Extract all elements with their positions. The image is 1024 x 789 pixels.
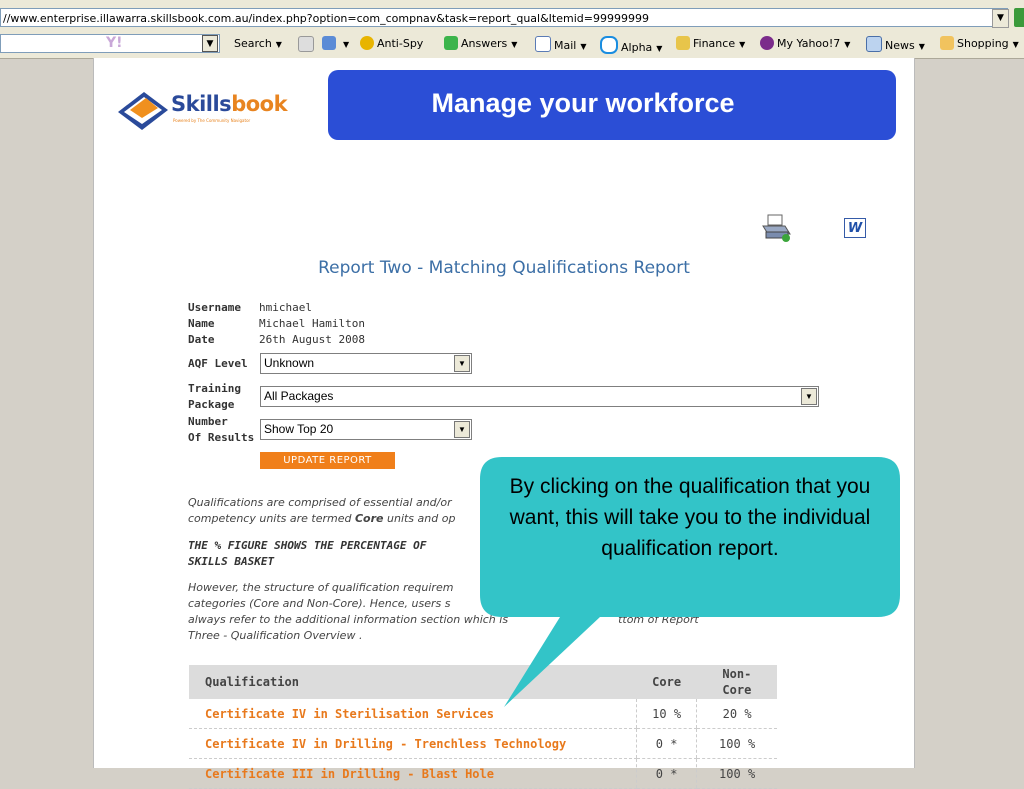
address-dropdown-icon[interactable]: ▼ xyxy=(992,9,1009,28)
username-value: hmichael xyxy=(259,301,312,314)
yahoo-logo-icon: Y! xyxy=(106,35,123,51)
logo-subtitle: Powered by The Community Navigator xyxy=(173,118,251,123)
mail-button[interactable]: Mail ▼ xyxy=(535,36,587,52)
answers-button[interactable]: Answers ▼ xyxy=(444,36,517,52)
qualification-link[interactable]: Certificate IV in Sterilisation Services xyxy=(189,699,637,729)
window-icon[interactable]: ▼ xyxy=(322,36,349,52)
yahoo-search-dropdown-icon[interactable]: ▼ xyxy=(202,35,218,52)
banner-title: Manage your workforce xyxy=(431,88,735,118)
yahoo-search-input[interactable] xyxy=(0,34,220,53)
shopping-icon xyxy=(940,36,954,50)
address-input[interactable]: //www.enterprise.illawarra.skillsbook.com.au/index.php?option=com_compnav&task=report_qual&Itemid=99999999 xyxy=(0,8,1008,27)
name-label: Name xyxy=(188,317,215,330)
finance-icon xyxy=(676,36,690,50)
yahoo-toolbar xyxy=(0,30,1024,59)
antispy-button[interactable]: Anti-Spy xyxy=(360,36,423,52)
qualification-link[interactable]: Certificate III in Drilling - Blast Hole xyxy=(189,759,637,789)
qualification-column-header: Qualification xyxy=(189,665,637,699)
training-package-label-2: Package xyxy=(188,398,235,411)
chevron-down-icon[interactable]: ▼ xyxy=(454,421,470,438)
training-package-select[interactable]: All Packages ▼ xyxy=(260,386,819,407)
news-icon xyxy=(866,36,882,52)
core-column-header: Core xyxy=(637,665,697,699)
logo-text-accent: book xyxy=(231,92,288,116)
name-value: Michael Hamilton xyxy=(259,317,365,330)
address-bar xyxy=(0,0,1024,31)
number-of-results-label-1: Number xyxy=(188,415,228,428)
callout-text: By clicking on the qualification that you want, this will take you to the individual qualification report. xyxy=(509,475,871,560)
percentage-note: THE % FIGURE SHOWS THE PERCENTAGE OF SKILLS BASKET xyxy=(188,539,427,568)
number-of-results-label-2: Of Results xyxy=(188,431,255,444)
aqf-level-label: AQF Level xyxy=(188,357,248,370)
qualifications-info-paragraph: Qualifications are comprised of essential and/or competency units are termed Core units and op xyxy=(188,496,456,525)
core-percent: 0 * xyxy=(637,759,697,789)
news-button[interactable]: News ▼ xyxy=(866,36,925,52)
date-value: 26th August 2008 xyxy=(259,333,365,346)
book-logo-icon xyxy=(116,84,171,134)
core-percent: 10 % xyxy=(637,699,697,729)
myyahoo-button[interactable]: My Yahoo!7 ▼ xyxy=(760,36,850,52)
chevron-down-icon[interactable]: ▼ xyxy=(454,355,470,372)
noncore-column-header: Non- Core xyxy=(697,665,777,699)
table-row[interactable] xyxy=(189,759,777,789)
chevron-down-icon[interactable]: ▼ xyxy=(801,388,817,405)
search-label: Search xyxy=(234,37,272,50)
mail-icon xyxy=(535,36,551,52)
date-label: Date xyxy=(188,333,215,346)
alpha-icon xyxy=(600,36,618,54)
answers-icon xyxy=(444,36,458,50)
search-button[interactable] xyxy=(234,36,282,52)
structure-info-paragraph: However, the structure of qualification requirem categories (Core and Non-Core). Hence, users s always refer to the additional information section which is ttom of Report Three - Qualification Overview . xyxy=(188,581,699,642)
myyahoo-icon xyxy=(760,36,774,50)
table-row[interactable] xyxy=(189,729,777,759)
core-percent: 0 * xyxy=(637,729,697,759)
number-of-results-select[interactable]: Show Top 20 ▼ xyxy=(260,419,472,440)
shopping-button[interactable]: Shopping ▼ xyxy=(940,36,1019,52)
alpha-button[interactable]: Alpha ▼ xyxy=(600,36,662,52)
username-label: Username xyxy=(188,301,241,314)
finance-button[interactable]: Finance ▼ xyxy=(676,36,745,52)
chevron-down-icon[interactable]: ▼ xyxy=(275,40,282,49)
noncore-percent: 100 % xyxy=(697,759,777,789)
go-button[interactable] xyxy=(1014,8,1024,27)
noncore-percent: 100 % xyxy=(697,729,777,759)
print-icon[interactable] xyxy=(760,212,794,246)
training-package-label-1: Training xyxy=(188,382,241,395)
update-report-button[interactable]: UPDATE REPORT xyxy=(260,452,395,469)
skillsbook-logo[interactable] xyxy=(116,84,288,134)
report-title: Report Two - Matching Qualifications Report xyxy=(318,258,690,278)
noncore-percent: 20 % xyxy=(697,699,777,729)
logo-text: Skills xyxy=(171,92,232,116)
aqf-level-select[interactable]: Unknown ▼ xyxy=(260,353,472,374)
pencil-icon[interactable] xyxy=(298,36,317,52)
antispy-icon xyxy=(360,36,374,50)
header-banner xyxy=(328,70,896,140)
word-export-icon[interactable]: W xyxy=(844,218,866,238)
qualification-link[interactable]: Certificate IV in Drilling - Trenchless Technology xyxy=(189,729,637,759)
